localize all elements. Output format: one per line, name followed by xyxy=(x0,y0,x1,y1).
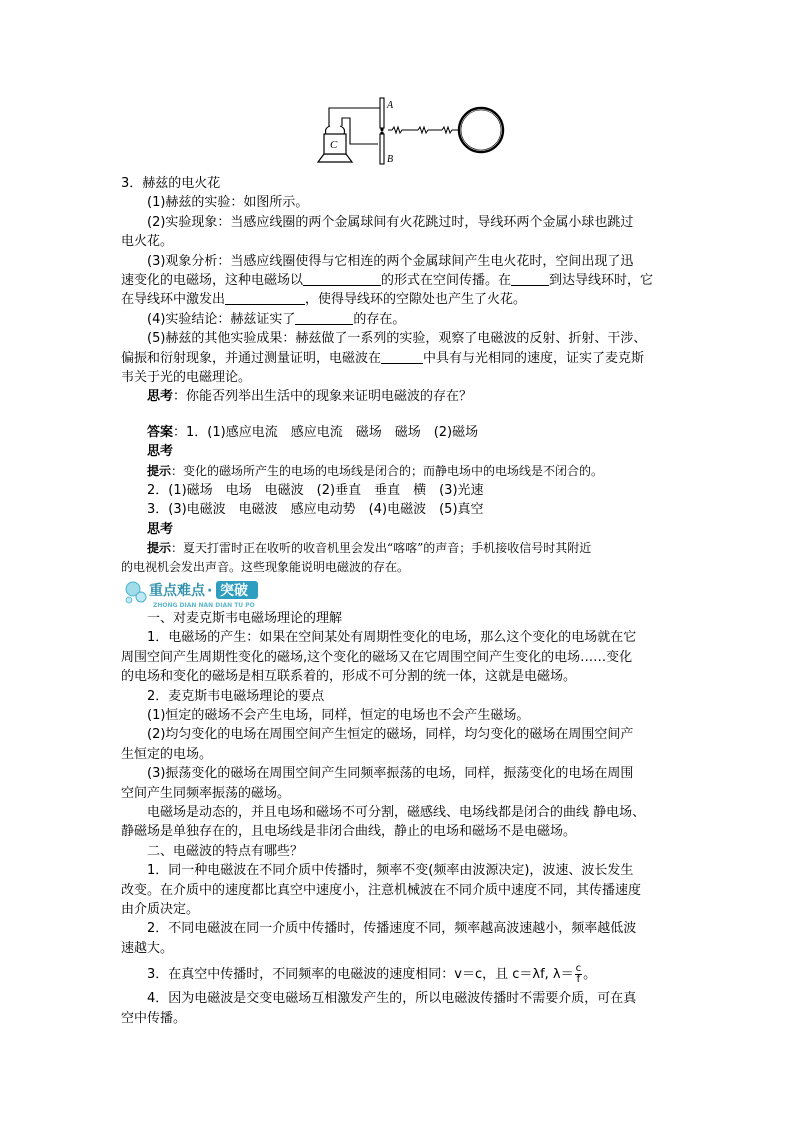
label-a: A xyxy=(387,100,394,111)
blank-field xyxy=(303,272,381,286)
think-question: 思考：你能否列举出生活中的现象来证明电磁波的存在？ xyxy=(147,389,473,405)
paragraph: 1．电磁场的产生：如果在空间某处有周期性变化的电场，那么这个变化的电场就在它 xyxy=(147,630,637,646)
answer-line: 答案：1．(1)感应电流 感应电流 磁场 磁场 (2)磁场 xyxy=(147,424,479,440)
coil-base xyxy=(318,154,352,162)
label-c: C xyxy=(330,139,338,151)
formula-line: 3．在真空中传播时，不同频率的电磁波的速度相同：v＝c，且 c＝λf, λ＝ $\frac{c}{f}$ 。 xyxy=(147,963,597,986)
section-3-title: 3．赫兹的电火花 xyxy=(121,176,221,191)
electrode-b xyxy=(380,134,384,164)
paragraph: (1)恒定的磁场不会产生电场，同样，恒定的电场也不会产生磁场。 xyxy=(147,707,530,723)
think-label: 思考 xyxy=(147,521,174,537)
paragraph: 韦关于光的电磁理论。 xyxy=(121,370,252,386)
blank-field xyxy=(381,350,423,364)
answer-line: 3．(3)电磁波 电磁波 感应电动势 (4)电磁波 (5)真空 xyxy=(147,502,484,518)
banner-graphic xyxy=(123,579,323,609)
banner-dot: · xyxy=(207,582,213,599)
answer-line: 2．(1)磁场 电场 电磁波 (2)垂直 垂直 横 (3)光速 xyxy=(147,482,484,498)
fill-in-line: 在导线环中激发出 ，使得导线环的空隙处也产生了火花。 xyxy=(121,292,527,308)
paragraph: (1)赫兹的实验：如图所示。 xyxy=(147,195,309,211)
blank-field xyxy=(225,291,305,305)
blank-field xyxy=(511,272,549,286)
bubble-icon xyxy=(126,597,132,603)
label-b: B xyxy=(387,154,394,165)
paragraph: 静磁场是单独存在的，且电场线是非闭合曲线，静止的电场和磁场不是电磁场。 xyxy=(121,824,577,840)
spark-zigzag xyxy=(388,127,460,133)
banner-pinyin: ZHONG DIAN NAN DIAN TU PO xyxy=(153,601,255,609)
hint-line: 提示：变化的磁场所产生的电场的电场线是闭合的；而静电场中的电场线是不闭合的。 xyxy=(147,463,604,478)
paragraph: (3)振荡变化的磁场在周围空间产生同频率振荡的电场，同样，振荡变化的电场在周围 xyxy=(147,766,634,782)
banner-title: 重点难点 xyxy=(149,582,205,599)
paragraph: (2)实验现象：当感应线圈的两个金属球间有火花跳过时，导线环两个金属小球也跳过 xyxy=(147,214,634,230)
wire-loop xyxy=(459,108,503,152)
paragraph: 的电场和变化的磁场是相互联系着的，形成不可分割的统一体，这就是电磁场。 xyxy=(121,669,577,685)
paragraph: 2．麦克斯韦电磁场理论的要点 xyxy=(147,688,325,704)
paragraph: 周围空间产生周期性变化的磁场,这个变化的磁场又在它周围空间产生变化的电场……变化 xyxy=(121,649,633,665)
paragraph: 改变。在介质中的速度都比真空中速度小，注意机械波在不同介质中速度不同，其传播速度 xyxy=(121,882,642,898)
paragraph: (2)均匀变化的电场在周围空间产生恒定的磁场，同样，均匀变化的磁场在周围空间产 xyxy=(147,727,634,743)
hertz-apparatus-figure xyxy=(312,96,508,172)
fill-in-line: (4)实验结论：赫兹证实了 的存在。 xyxy=(147,311,406,327)
paragraph: 2．不同电磁波在同一介质中传播时，传播速度不同，频率越高波速越小，频率越低波 xyxy=(147,921,637,937)
paragraph: 速越大。 xyxy=(121,940,174,956)
paragraph: 生恒定的电场。 xyxy=(121,746,213,762)
paragraph: 4．因为电磁波是交变电磁场互相激发产生的，所以电磁波传播时不需要介质，可在真 xyxy=(147,991,637,1007)
bubble-icon xyxy=(136,592,146,602)
paragraph: 1．同一种电磁波在不同介质中传播时，频率不变(频率由波源决定)，波速、波长发生 xyxy=(147,863,634,879)
key-points-banner xyxy=(123,579,676,609)
think-label: 思考 xyxy=(147,444,174,460)
fill-in-line: 速变化的电磁场，这种电磁场以 的形式在空间传播。在 到达导线环时，它 xyxy=(121,273,654,289)
banner-box-text: 突破 xyxy=(220,582,248,599)
hint-line: 的电视机会发出声音。这些现象能说明电磁波的存在。 xyxy=(121,559,410,574)
fill-in-line: 偏振和衍射现象，并通过测量证明，电磁波在 中具有与光相同的速度，证实了麦克斯 xyxy=(121,350,645,366)
fraction: $\frac{c}{f}$ xyxy=(575,963,582,986)
paragraph: 由介质决定。 xyxy=(121,902,200,917)
paragraph: 电火花。 xyxy=(121,234,174,250)
paragraph: (3)观象分析：当感应线圈使得与它相连的两个金属球间产生电火花时，空间出现了迅 xyxy=(147,253,634,269)
section-title: 一、对麦克斯韦电磁场理论的理解 xyxy=(147,610,343,626)
hint-line: 提示：夏天打雷时正在收听的收音机里会发出“喀喀”的声音；手机接收信号时其附近 xyxy=(147,540,592,555)
paragraph: 空中传播。 xyxy=(121,1010,187,1026)
paragraph: (5)赫兹的其他实验成果：赫兹做了一系列的实验，观察了电磁波的反射、折射、干涉、 xyxy=(147,331,647,347)
blank-field xyxy=(295,311,353,325)
paragraph: 空间产生同频率振荡的磁场。 xyxy=(121,785,291,801)
paragraph: 电磁场是动态的，并且电场和磁场不可分割，磁感线、电场线都是闭合的曲线 静电场、 xyxy=(147,804,646,820)
electrode-a xyxy=(380,98,384,128)
section-title: 二、电磁波的特点有哪些？ xyxy=(147,843,304,859)
content-body xyxy=(121,174,676,1028)
